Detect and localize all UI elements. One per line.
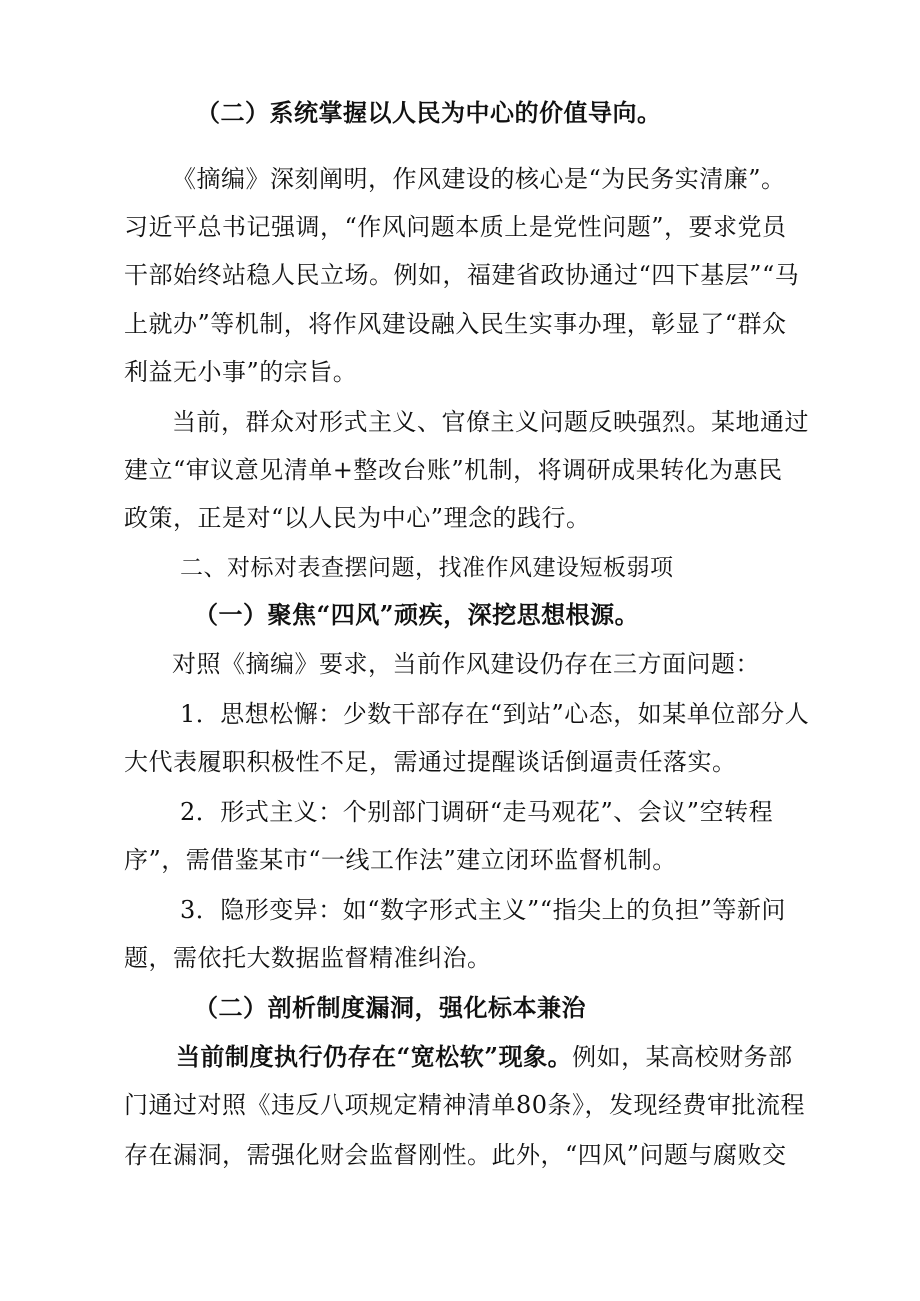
paragraph-line: 当前，群众对形式主义、官僚主义问题反映强烈。某地通过 xyxy=(172,408,809,436)
list-item-1: 1．思想松懈：少数干部存在“到站”心态，如某单位部分人 xyxy=(180,700,810,728)
paragraph-line: 干部始终站稳人民立场。例如，福建省政协通过“四下基层”“马 xyxy=(124,261,800,289)
list-item-2-cont: 序”，需借鉴某市“一线工作法”建立闭环监督机制。 xyxy=(124,846,677,874)
paragraph-line: 利益无小事”的宗旨。 xyxy=(124,358,358,386)
paragraph-line: 对照《摘编》要求，当前作风建设仍存在三方面问题： xyxy=(172,650,760,678)
list-item-3-cont: 题，需依托大数据监督精准纠治。 xyxy=(124,944,492,972)
paragraph-line xyxy=(176,1042,793,1072)
subheading-four-winds: （一）聚焦“四风”顽疾，深挖思想根源。 xyxy=(194,600,640,629)
paragraph-line: 存在漏洞，需强化财会监督刚性。此外，“四风”问题与腐败交 xyxy=(124,1141,787,1169)
list-item-1-cont: 大代表履职积极性不足，需通过提醒谈话倒逼责任落实。 xyxy=(124,748,737,776)
paragraph-line: 政策，正是对“以人民为中心”理念的践行。 xyxy=(124,504,591,532)
bold-lead-sentence: 当前制度执行仍存在“宽松软”现象。 xyxy=(176,1042,573,1071)
subheading-people-centered: （二）系统掌握以人民为中心的价值导向。 xyxy=(196,98,662,127)
list-item-3: 3．隐形变异：如“数字形式主义”“指尖上的负担”等新问 xyxy=(180,896,786,924)
list-item-2: 2．形式主义：个别部门调研“走马观花”、会议”空转程 xyxy=(180,798,774,826)
subheading-system-loopholes: （二）剖析制度漏洞，强化标本兼治 xyxy=(194,993,586,1022)
paragraph-line: 习近平总书记强调，“作风问题本质上是党性问题”，要求党员 xyxy=(124,213,787,241)
section-heading-2: 二、对标对表查摆问题，找准作风建设短板弱项 xyxy=(180,555,674,581)
paragraph-line: 门通过对照《违反八项规定精神清单80条》，发现经费审批流程 xyxy=(124,1091,806,1119)
paragraph-line: 建立“审议意见清单+整改台账”机制，将调研成果转化为惠民 xyxy=(124,456,783,484)
paragraph-line: 上就办”等机制，将作风建设融入民生实事办理，彰显了“群众 xyxy=(124,310,787,338)
paragraph-line: 《摘编》深刻阐明，作风建设的核心是“为民务实清廉”。 xyxy=(172,165,786,193)
lead-continuation: 例如，某高校财务部 xyxy=(572,1043,793,1071)
